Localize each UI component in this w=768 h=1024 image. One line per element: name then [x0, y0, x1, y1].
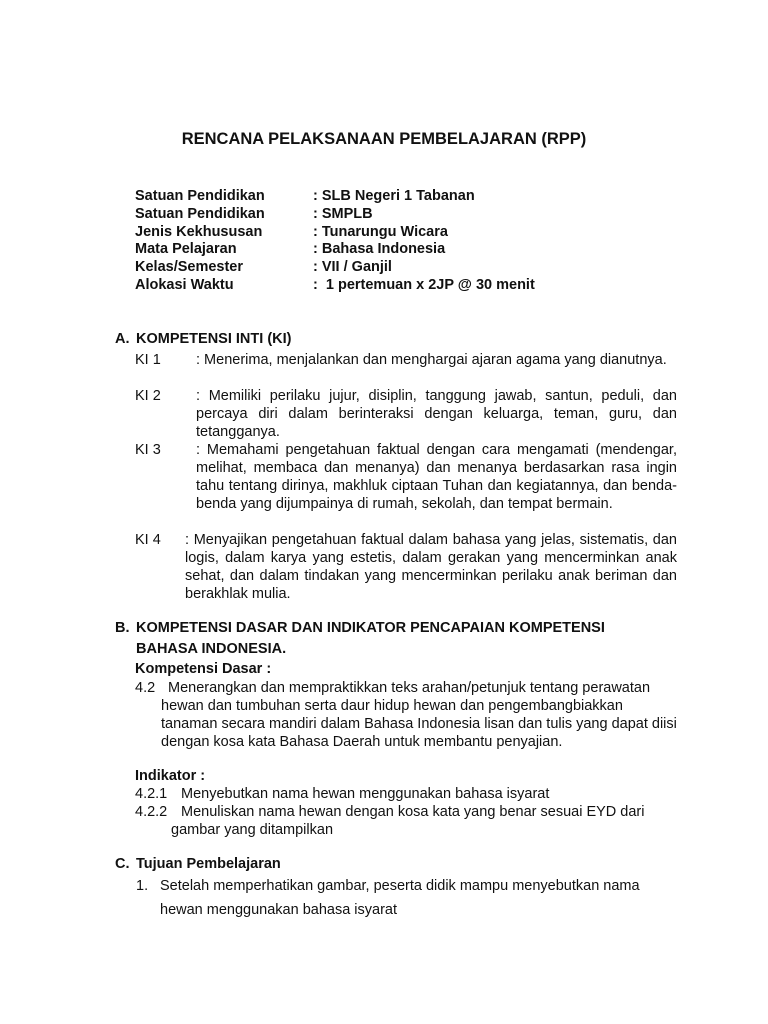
identity-label: Alokasi Waktu: [135, 276, 234, 293]
section-letter: A.: [115, 331, 130, 347]
identity-label: Satuan Pendidikan: [135, 205, 265, 222]
identity-value: : Bahasa Indonesia: [313, 241, 446, 258]
identity-row: [135, 276, 535, 294]
kd-text: Menerangkan dan mempraktikkan teks arahan/petunjuk tentang perawatan hewan dan tumbuhan serta daur hidup hewan dan pengembangbiakkan tanaman secara mandiri dalam Bahasa Indonesia lisan dan tulis yang dapat diisi dengan kosa kata Bahasa Daerah untuk membantu penyajian.: [161, 680, 677, 750]
kd-number: 4.2: [135, 680, 156, 696]
indikator-number: 4.2.2: [135, 804, 168, 820]
section-title: KOMPETENSI DASAR DAN INDIKATOR PENCAPAIAN KOMPETENSI: [136, 620, 605, 636]
ki-text: : Menerima, menjalankan dan menghargai ajaran agama yang dianutnya.: [196, 352, 667, 368]
ki-text: : Menyajikan pengetahuan faktual dalam bahasa yang jelas, sistematis, dan logis, dalam karya yang estetis, dalam gerakan yang mencerminkan anak sehat, dan dalam tindakan yang mencerminkan perilaku anak beriman dan berakhlak mulia.: [185, 532, 677, 602]
ki-text: : Memiliki perilaku jujur, disiplin, tanggung jawab, santun, peduli, dan percaya diri dalam berinteraksi dengan keluarga, teman, guru, dan tetangganya.: [196, 388, 677, 440]
identity-label: Kelas/Semester: [135, 259, 244, 276]
identity-value: : SLB Negeri 1 Tabanan: [313, 188, 475, 204]
kd-heading: Kompetensi Dasar :: [135, 661, 272, 677]
indikator-heading: Indikator :: [135, 768, 206, 784]
indikator-text: Menuliskan nama hewan dengan kosa kata yang benar sesuai EYD dari: [181, 804, 645, 820]
identity-row: [135, 240, 535, 258]
tujuan-text-continued: hewan menggunakan bahasa isyarat: [160, 902, 397, 918]
tujuan-text: Setelah memperhatikan gambar, peserta didik mampu menyebutkan nama: [160, 878, 640, 894]
document-title: RENCANA PELAKSANAAN PEMBELAJARAN (RPP): [181, 130, 587, 148]
identity-row: [135, 223, 535, 241]
section-letter: B.: [115, 620, 130, 636]
identity-value: : SMPLB: [313, 205, 373, 222]
ki-label: KI 3: [135, 442, 161, 458]
indikator-text-continued: gambar yang ditampilkan: [171, 822, 334, 838]
identity-table: [135, 187, 535, 294]
section-title: KOMPETENSI INTI (KI): [136, 331, 292, 347]
ki-label: KI 4: [135, 532, 161, 548]
identity-label: Mata Pelajaran: [135, 241, 237, 258]
identity-label: Satuan Pendidikan: [135, 188, 265, 204]
indikator-number: 4.2.1: [135, 786, 168, 802]
identity-value: : VII / Ganjil: [313, 259, 392, 276]
identity-value: : 1 pertemuan x 2JP @ 30 menit: [313, 276, 535, 293]
section-title: Tujuan Pembelajaran: [136, 856, 281, 872]
ki-text: : Memahami pengetahuan faktual dengan cara mengamati (mendengar, melihat, membaca dan menanya) dan menanya berdasarkan rasa ingin tahu tentang dirinya, makhluk ciptaan Tuhan dan kegiatannya, dan benda-benda yang dijumpainya di rumah, sekolah, dan tempat bermain.: [196, 442, 677, 512]
identity-row: [135, 187, 535, 205]
tujuan-number: 1.: [136, 878, 149, 894]
identity-value: : Tunarungu Wicara: [313, 223, 448, 240]
identity-label: Jenis Kekhususan: [135, 223, 263, 240]
identity-row: [135, 205, 535, 223]
ki-label: KI 1: [135, 352, 161, 368]
section-title-continued: BAHASA INDONESIA.: [136, 641, 287, 657]
identity-row: [135, 258, 535, 276]
ki-label: KI 2: [135, 388, 161, 404]
section-letter: C.: [115, 856, 130, 872]
indikator-text: Menyebutkan nama hewan menggunakan bahasa isyarat: [181, 786, 550, 802]
